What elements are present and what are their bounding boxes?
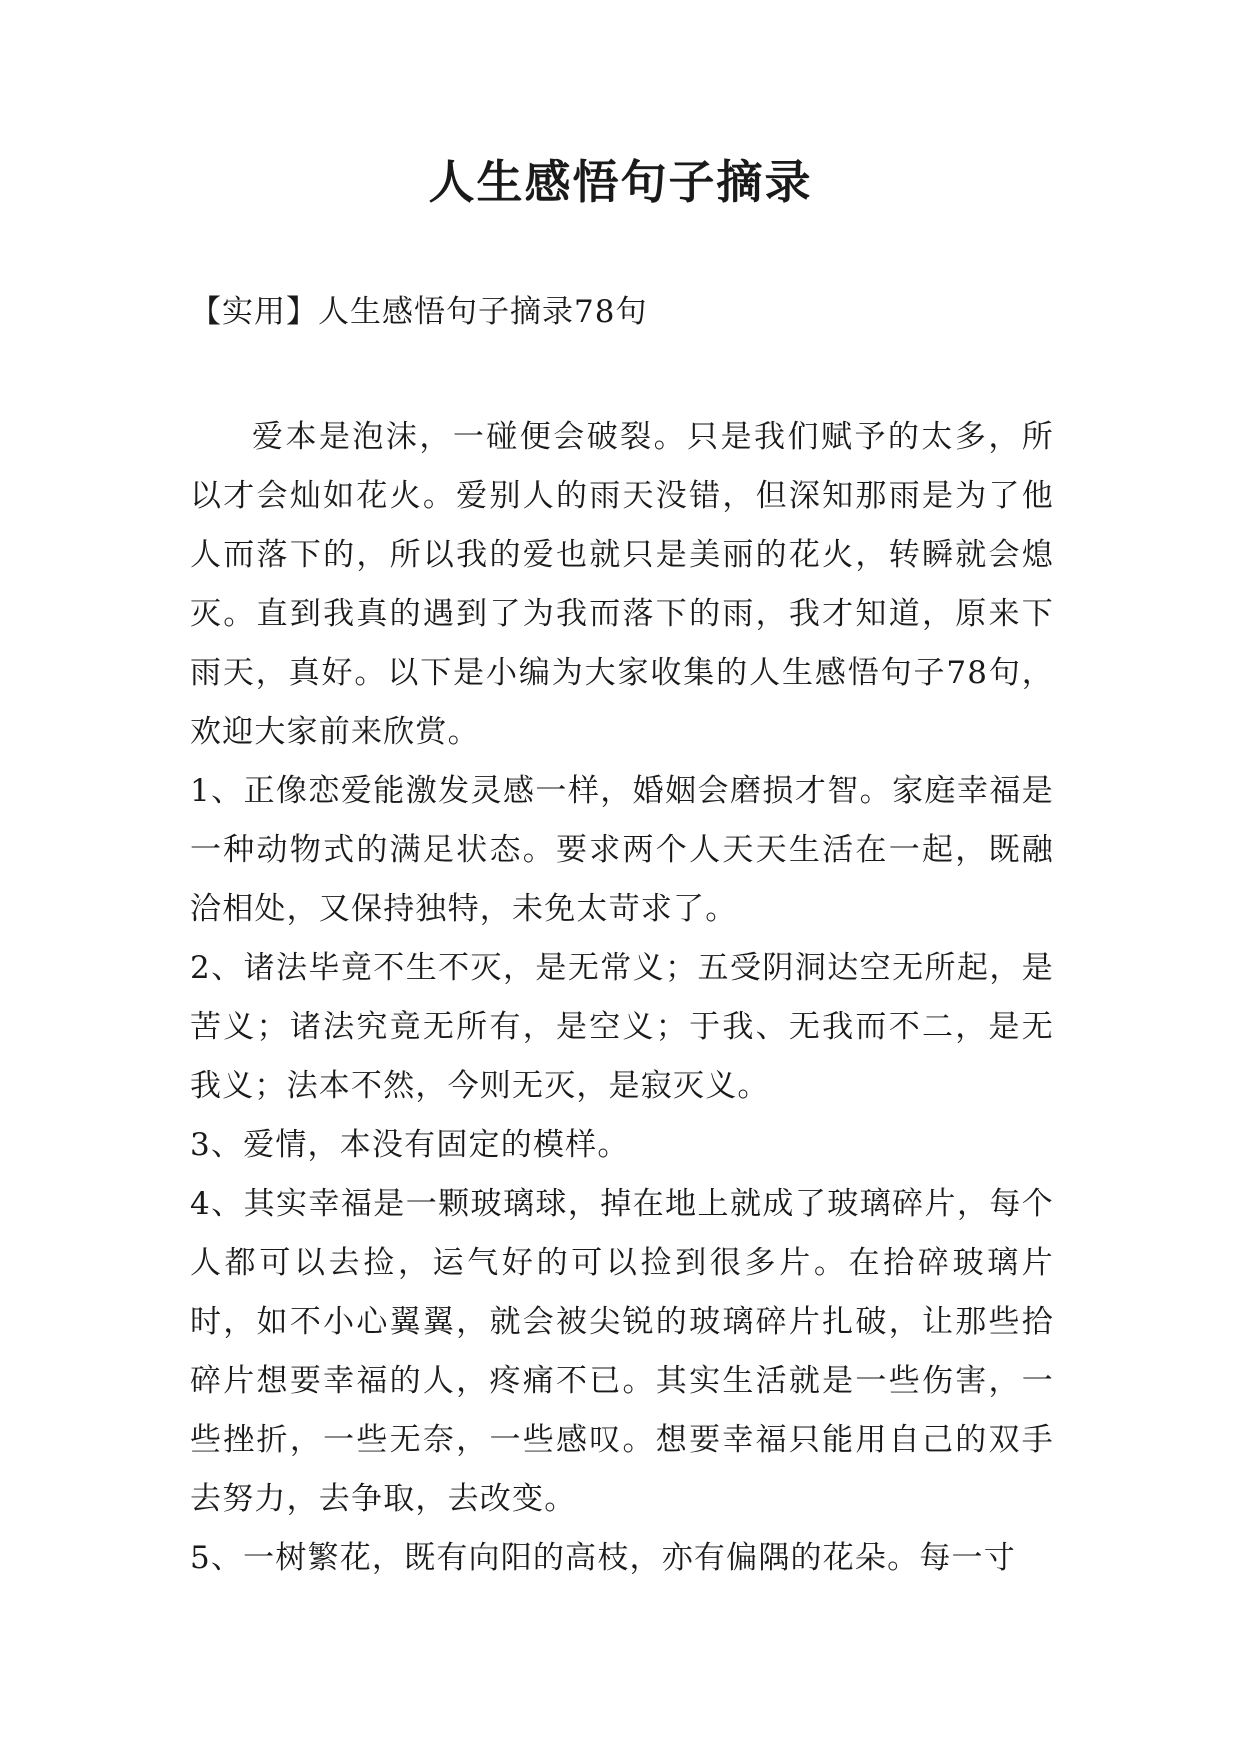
intro-paragraph: 爱本是泡沫，一碰便会破裂。只是我们赋予的太多，所以才会灿如花火。爱别人的雨天没错，但深知那雨是为了他人而落下的，所以我的爱也就只是美丽的花火，转瞬就会熄灭。直到我真的遇到了为我而落下的雨，我才知道，原来下雨天，真好。以下是小编为大家收集的人生感悟句子78句，欢迎大家前来欣赏。: [190, 419, 1054, 750]
list-item-3: 3、爱情，本没有固定的模样。: [190, 1127, 630, 1163]
list-item-4: 4、其实幸福是一颗玻璃球，掉在地上就成了玻璃碎片，每个人都可以去捡，运气好的可以捡到很多片。在拾碎玻璃片时，如不小心翼翼，就会被尖锐的玻璃碎片扎破，让那些拾碎片想要幸福的人，疼痛不已。其实生活就是一些伤害，一些挫折，一些无奈，一些感叹。想要幸福只能用自己的双手去努力，去争取，去改变。: [190, 1186, 1054, 1517]
list-item-1: 1、正像恋爱能激发灵感一样，婚姻会磨损才智。家庭幸福是一种动物式的满足状态。要求两个人天天生活在一起，既融洽相处，又保持独特，未免太苛求了。: [190, 773, 1054, 927]
document-title: 人生感悟句子摘录: [428, 155, 813, 209]
list-item-5: 5、一树繁花，既有向阳的高枝，亦有偏隅的花朵。每一寸: [190, 1540, 1016, 1576]
list-item-2: 2、诸法毕竟不生不灭，是无常义；五受阴洞达空无所起，是苦义；诸法究竟无所有，是空义；于我、无我而不二，是无我义；法本不然，今则无灭，是寂灭义。: [190, 950, 1054, 1104]
document-body: [190, 408, 1054, 1588]
document-subtitle: 【实用】人生感悟句子摘录78句: [190, 294, 648, 330]
